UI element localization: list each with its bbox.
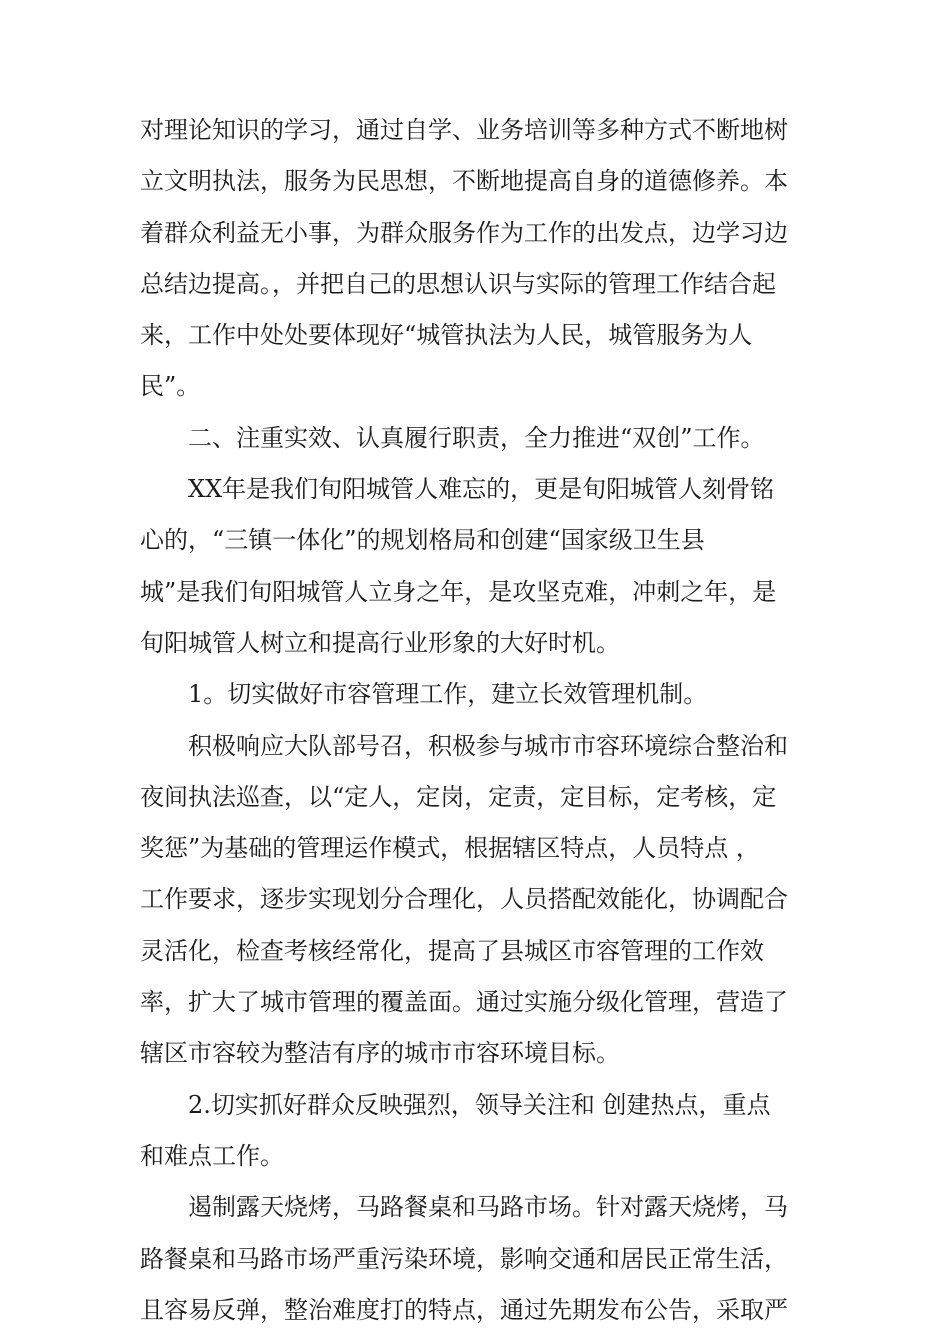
paragraph-start-line: 遏制露天烧烤，马路餐桌和马路市场。针对露天烧烤，马: [188, 1193, 788, 1222]
text-line: 夜间执法巡查，以“定人，定岗，定责，定目标，定考核，定: [140, 782, 777, 811]
text-line: 且容易反弹，整治难度打的特点，通过先期发布公告，采取严: [140, 1295, 788, 1324]
text-line: 旬阳城管人树立和提高行业形象的大好时机。: [140, 628, 620, 657]
subsection-heading: 1。切实做好市容管理工作，建立长效管理机制。: [188, 680, 708, 709]
document-page: [140, 105, 812, 1324]
text-line: 着群众利益无小事，为群众服务作为工作的出发点，边学习边: [140, 218, 788, 247]
text-line: 心的，“三镇一体化”的规划格局和创建“国家级卫生县: [140, 526, 705, 555]
text-line: 奖惩”为基础的管理运作模式，根据辖区特点，人员特点 ，: [140, 834, 760, 863]
text-line: 辖区市容较为整洁有序的城市市容环境目标。: [140, 1039, 620, 1068]
subsection-heading: 2.切实抓好群众反映强烈，领导关注和 创建热点，重点: [188, 1090, 771, 1119]
text-line: 立文明执法，服务为民思想，不断地提高自身的道德修养。本: [140, 167, 788, 196]
text-line: 路餐桌和马路市场严重污染环境，影响交通和居民正常生活，: [140, 1244, 788, 1273]
text-line: 灵活化，检查考核经常化，提高了县城区市容管理的工作效: [140, 936, 764, 965]
paragraph-start-line: XX年是我们旬阳城管人难忘的，更是旬阳城管人刻骨铭: [188, 475, 775, 504]
text-line: 来，工作中处处要体现好“城管执法为人民，城管服务为人: [140, 321, 753, 350]
text-line: 率，扩大了城市管理的覆盖面。通过实施分级化管理，营造了: [140, 988, 788, 1017]
paragraph-start-line: 积极响应大队部号召，积极参与城市市容环境综合整治和: [188, 731, 788, 760]
text-line: 和难点工作。: [140, 1141, 284, 1170]
text-line: 民”。: [140, 372, 201, 401]
text-line: 城”是我们旬阳城管人立身之年，是攻坚克难，冲刺之年，是: [140, 577, 777, 606]
text-line: 对理论知识的学习，通过自学、业务培训等多种方式不断地树: [140, 116, 788, 144]
section-heading: 二、注重实效、认真履行职责，全力推进“双创”工作。: [188, 423, 765, 452]
text-line: 总结边提高。，并把自己的思想认识与实际的管理工作结合起: [140, 269, 776, 298]
text-line: 工作要求，逐步实现划分合理化，人员搭配效能化，协调配合: [140, 885, 788, 914]
